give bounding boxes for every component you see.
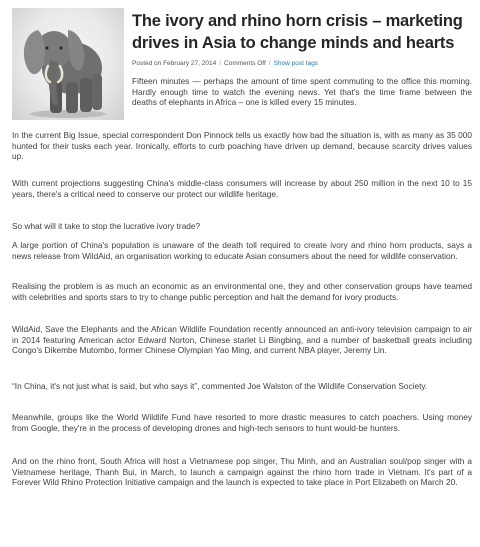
elephant-photo[interactable] <box>12 8 124 120</box>
paragraph: So what will it take to stop the lucrative ivory trade? <box>12 221 201 231</box>
paragraph: In the current Big Issue, special correspondent Don Pinnock tells us exactly how bad the situation is, with as many as 35 000 hunted for their tusks each year. Ironically, efforts to curb poaching have driven up demand, because scarcity drives values up. <box>12 130 472 162</box>
paragraph: And on the rhino front, South Africa will host a Vietnamese pop singer, Thu Minh, and an Australian soul/pop singer with a Vietnamese heritage, Thanh Bui, in March, to launch a campaign against the rhino horn trade in Vietnam. It's part of a Forever Wild Rhino Protection Initiative campaign and the launch is expected to take place in Port Elizabeth on March 20. <box>12 456 472 488</box>
paragraph: “In China, it's not just what is said, but who says it”, commented Joe Walston of the Wildlife Conservation Society. <box>12 381 428 391</box>
comments-status: Comments Off <box>224 60 266 67</box>
article-title: The ivory and rhino horn crisis – marketing drives in Asia to change minds and hearts <box>132 12 463 52</box>
post-date: Posted on February 27, 2014 <box>132 60 217 67</box>
paragraph: A large portion of China's population is unaware of the death toll required to create ivory and rhino horn products, says a news release from WildAid, an organisation working to educate Asian consumers about the need for wildlife conservation. <box>12 240 472 261</box>
paragraph: Realising the problem is as much an economic as an environmental one, they and other conservation groups have teamed with celebrities and sports stars to try to change public perception and halt the demand for ivory products. <box>12 281 472 302</box>
meta-separator: / <box>219 60 222 67</box>
meta-separator: / <box>268 60 271 67</box>
elephant-icon <box>12 8 124 120</box>
paragraph: Fifteen minutes — perhaps the amount of time spent commuting to the office this morning. Hardly enough time to watch the evening news. Yet that's the time frame between the deaths of elephants in Africa – one is killed every 15 minutes. <box>132 76 472 108</box>
paragraph: Meanwhile, groups like the World Wildlife Fund have resorted to more drastic measures to catch poachers. Using money from Google, they're in the process of developing drones and high-tech sensors to hunt would-be hunters. <box>12 412 472 433</box>
paragraph: WildAid, Save the Elephants and the African Wildlife Foundation recently announced an anti-ivory television campaign to air in 2014 featuring American actor Edward Norton, Chinese starlet Li Bingbing, and a number of basketball greats including Congo's Dikembe Mutombo, former Chinese Olympian Yao Ming, and current NBA player, Jeremy Lin. <box>12 324 472 356</box>
paragraph: With current projections suggesting China's middle-class consumers will increase by about 250 million in the next 10 to 15 years, there's a critical need to conserve our protect our wildlife heritage. <box>12 178 472 199</box>
post-meta <box>132 59 472 68</box>
show-post-tags-link[interactable]: Show post tags <box>273 60 319 67</box>
